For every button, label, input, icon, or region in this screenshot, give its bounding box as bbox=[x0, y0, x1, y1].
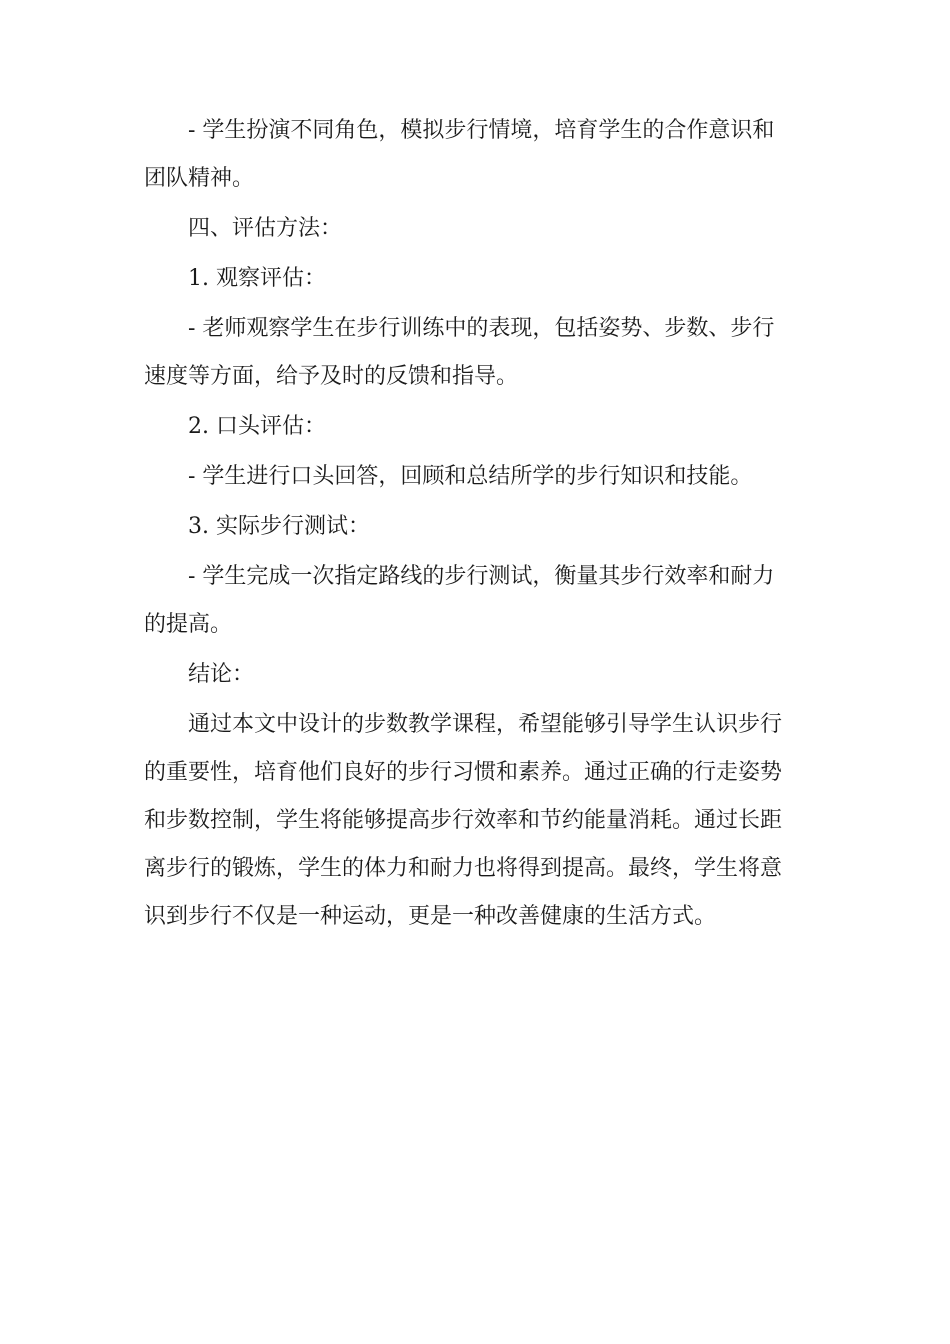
heading-walking-test: 3. 实际步行测试： bbox=[188, 514, 370, 539]
paragraph-conclusion: 通过本文中设计的步数教学课程，希望能够引导学生认识步行的重要性，培育他们良好的步行习惯和素养。通过正确的行走姿势和步数控制，学生将能够提高步行效率和节约能量消耗。通过长距离步行的锻炼，学生的体力和耐力也将得到提高。最终，学生将意识到步行不仅是一种运动，更是一种改善健康的生活方式。 bbox=[144, 712, 783, 929]
document-body bbox=[144, 107, 794, 943]
paragraph-oral: - 学生进行口头回答，回顾和总结所学的步行知识和技能。 bbox=[188, 464, 753, 489]
heading-assessment-methods: 四、评估方法： bbox=[188, 216, 343, 241]
heading-observation-assessment: 1. 观察评估： bbox=[188, 266, 326, 291]
heading-conclusion: 结论： bbox=[188, 662, 255, 687]
heading-oral-assessment: 2. 口头评估： bbox=[188, 414, 326, 439]
paragraph-walking-test: - 学生完成一次指定路线的步行测试，衡量其步行效率和耐力的提高。 bbox=[144, 564, 775, 637]
paragraph-observation: - 老师观察学生在步行训练中的表现，包括姿势、步数、步行速度等方面，给予及时的反馈和指导。 bbox=[144, 316, 775, 389]
paragraph-role-play: - 学生扮演不同角色，模拟步行情境，培育学生的合作意识和团队精神。 bbox=[144, 118, 775, 191]
